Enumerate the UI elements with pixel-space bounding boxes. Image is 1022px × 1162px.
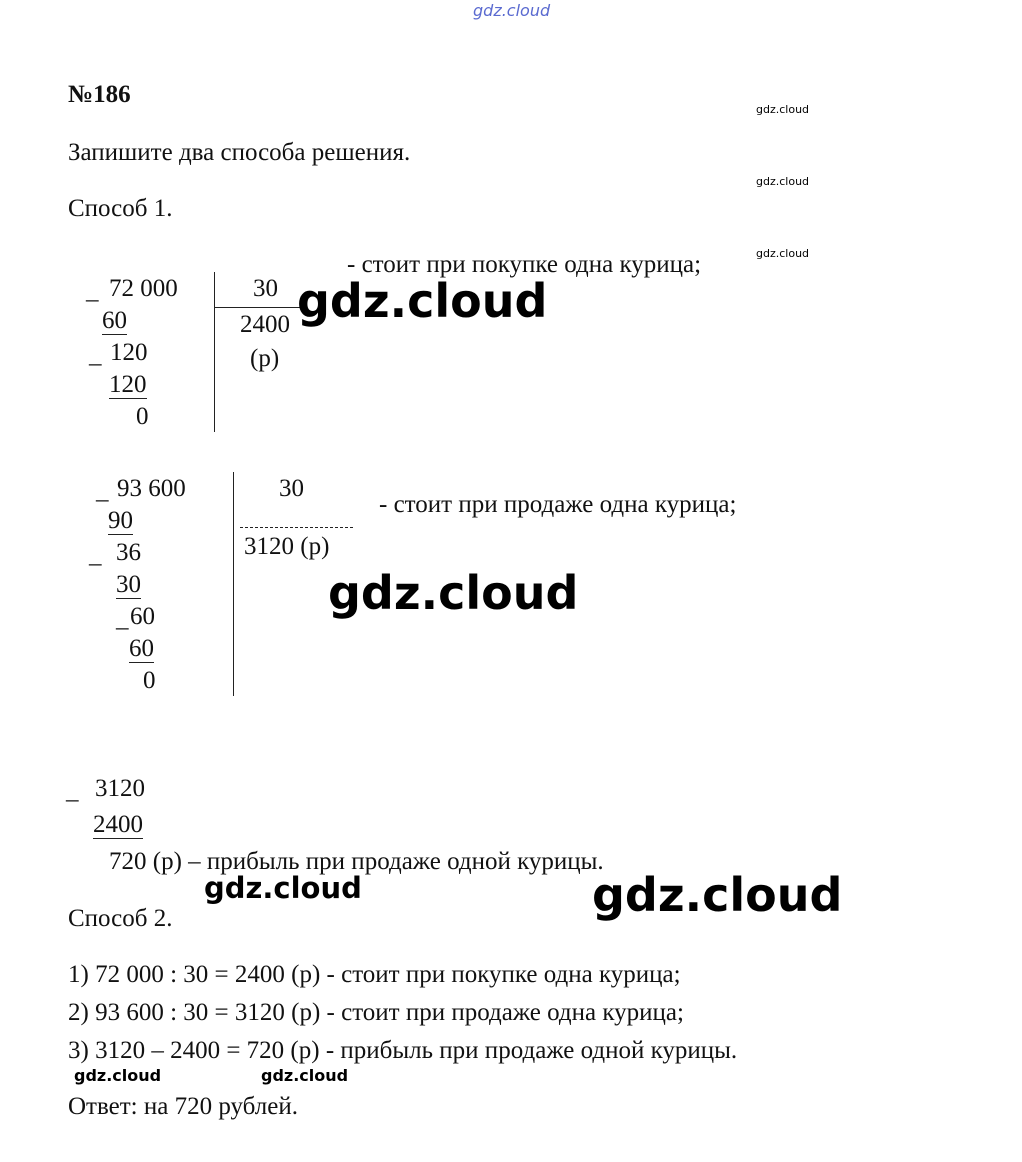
- dividend: 72 000: [109, 275, 178, 302]
- minus-sign: _: [66, 777, 79, 804]
- method2-step-3: 3) 3120 – 2400 = 720 (р) - прибыль при продаже одной курицы.: [68, 1037, 738, 1064]
- quotient: 2400: [240, 311, 290, 338]
- subtrahend: 120: [109, 371, 147, 398]
- method1-label: Способ 1.: [68, 195, 173, 222]
- method2-step-2: 2) 93 600 : 30 = 3120 (р) - стоит при продаже одна курица;: [68, 999, 684, 1026]
- watermark-small: gdz.cloud: [74, 1066, 162, 1085]
- subtrahend: 60: [129, 635, 154, 662]
- method2-step-1: 1) 72 000 : 30 = 2400 (р) - стоит при покупке одна курица;: [68, 961, 681, 988]
- subtrahend: 90: [108, 507, 133, 534]
- subtrahend: 2400: [93, 811, 143, 838]
- quotient: 3120 (р): [244, 533, 330, 560]
- divisor-underline: [214, 307, 302, 308]
- unit: (р): [250, 345, 280, 372]
- minus-sign: _: [89, 541, 102, 568]
- watermark-small: gdz.cloud: [756, 247, 810, 260]
- answer: Ответ: на 720 рублей.: [68, 1093, 298, 1120]
- minus-sign: _: [96, 477, 109, 504]
- subtrahend: 60: [102, 307, 127, 334]
- watermark-top: gdz.cloud: [473, 1, 551, 20]
- watermark-large: gdz.cloud: [592, 868, 843, 922]
- task-number: №186: [68, 81, 131, 108]
- watermark-medium: gdz.cloud: [204, 871, 362, 905]
- watermark-small: gdz.cloud: [756, 175, 810, 188]
- division-bar: [214, 272, 215, 432]
- task-instruction: Запишите два способа решения.: [68, 139, 411, 166]
- minus-sign: _: [86, 277, 99, 304]
- division1-note: - стоит при покупке одна курица;: [347, 251, 702, 278]
- watermark-large: gdz.cloud: [328, 566, 579, 620]
- division-bar: [233, 472, 234, 696]
- partial-dividend: 60: [130, 603, 155, 630]
- remainder: 0: [143, 667, 156, 694]
- subtraction-result: 720 (р) – прибыль при продаже одной курицы.: [109, 848, 604, 875]
- minus-sign: _: [89, 341, 102, 368]
- subtrahend: 30: [116, 571, 141, 598]
- divisor-underline: [240, 527, 353, 528]
- watermark-small: gdz.cloud: [756, 103, 810, 116]
- divisor: 30: [253, 275, 278, 302]
- minus-sign: _: [116, 605, 129, 632]
- minuend: 3120: [95, 775, 145, 802]
- dividend: 93 600: [117, 475, 186, 502]
- watermark-small: gdz.cloud: [261, 1066, 349, 1085]
- partial-dividend: 36: [116, 539, 141, 566]
- division2-note: - стоит при продаже одна курица;: [379, 491, 737, 518]
- method2-label: Способ 2.: [68, 905, 173, 932]
- divisor: 30: [279, 475, 304, 502]
- remainder: 0: [136, 403, 149, 430]
- watermark-large: gdz.cloud: [297, 274, 548, 328]
- partial-dividend: 120: [110, 339, 148, 366]
